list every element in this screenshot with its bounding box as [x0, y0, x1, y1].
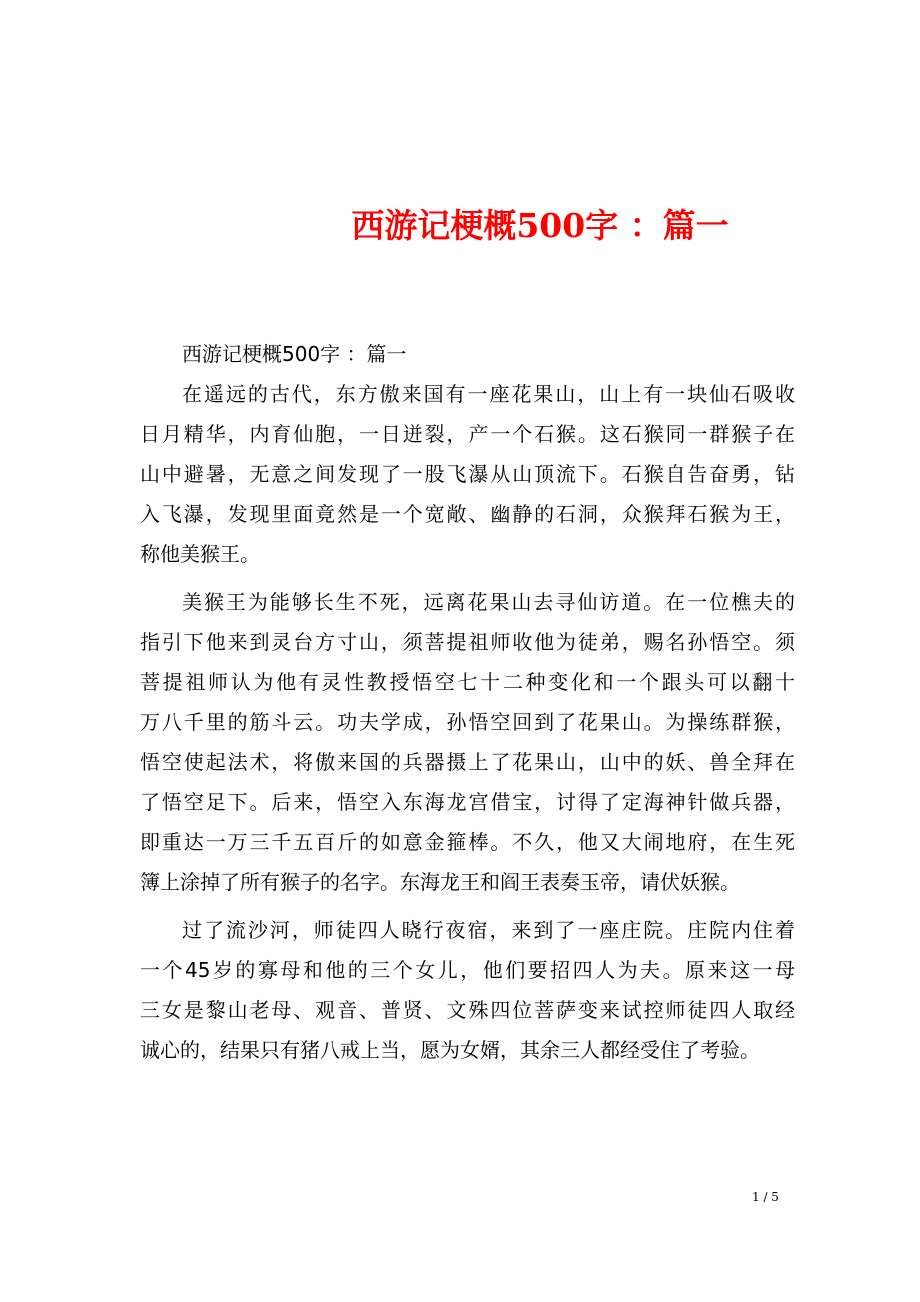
paragraph-line: 诚心的，结果只有猪八戒上当，愿为女婿，其余三人都经受住了考验。	[140, 1038, 760, 1062]
document-subtitle: 西游记梗概500字 ：篇一	[182, 342, 407, 366]
paragraph-line: 美猴王为能够长生不死，远离花果山去寻仙访道。在一位樵夫的	[182, 590, 795, 614]
paragraph-line: 日月精华，内育仙胞，一日迸裂，产一个石猴。这石猴同一群猴子在	[140, 422, 795, 446]
paragraph-line: 三女是黎山老母、观音、普贤、文殊四位菩萨变来试控师徒四人取经	[140, 998, 795, 1022]
document-body	[140, 334, 795, 1078]
paragraph-3	[140, 910, 795, 1070]
page-number: 1 / 5	[752, 1190, 779, 1204]
paragraph-line: 称他美猴王。	[140, 542, 260, 566]
paragraph-line: 菩提祖师认为他有灵性教授悟空七十二种变化和一个跟头可以翻十	[140, 670, 795, 694]
paragraph-line: 在遥远的古代，东方傲来国有一座花果山，山上有一块仙石吸收	[182, 382, 795, 406]
document-title: 西游记梗概500字 ：篇一	[351, 206, 729, 245]
paragraph-line: 山中避暑，无意之间发现了一股飞瀑从山顶流下。石猴自告奋勇，钻	[140, 462, 795, 486]
paragraph-line: 簿上涂掉了所有猴子的名字。东海龙王和阎王表奏玉帝，请伏妖猴。	[140, 870, 740, 894]
paragraph-line: 了悟空足下。后来，悟空入东海龙宫借宝，讨得了定海神针做兵器，	[140, 790, 795, 814]
paragraph-line: 指引下他来到灵台方寸山，须菩提祖师收他为徒弟，赐名孙悟空。须	[140, 630, 795, 654]
paragraph-line: 一个45岁的寡母和他的三个女儿，他们要招四人为夫。原来这一母	[140, 958, 795, 982]
paragraph-1	[140, 374, 795, 574]
paragraph-line: 即重达一万三千五百斤的如意金箍棒。不久，他又大闹地府，在生死	[140, 830, 795, 854]
paragraph-2	[140, 582, 795, 902]
paragraph-line: 过了流沙河，师徒四人晓行夜宿，来到了一座庄院。庄院内住着	[182, 918, 795, 942]
paragraph-line: 悟空使起法术，将傲来国的兵器摄上了花果山，山中的妖、兽全拜在	[140, 750, 795, 774]
paragraph-line: 入飞瀑，发现里面竟然是一个宽敞、幽静的石洞，众猴拜石猴为王，	[140, 502, 795, 526]
paragraph-line: 万八千里的筋斗云。功夫学成，孙悟空回到了花果山。为操练群猴，	[140, 710, 795, 734]
